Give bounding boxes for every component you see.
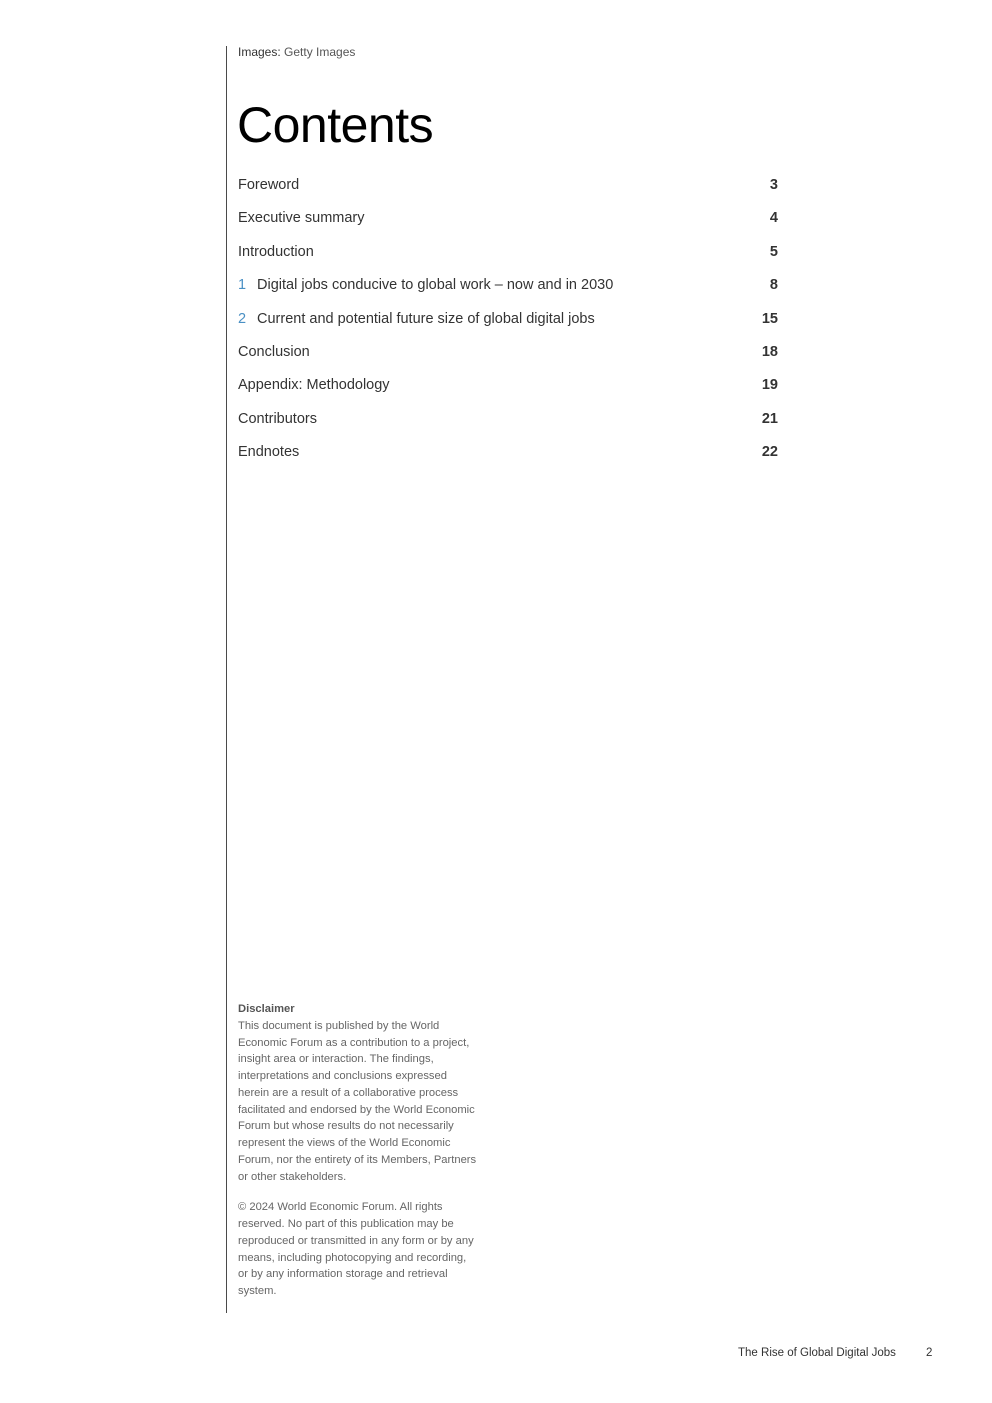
- disclaimer: [238, 1001, 478, 1300]
- toc-item-chapter-1[interactable]: [238, 277, 778, 310]
- toc-item-label: Foreword: [238, 177, 300, 193]
- toc-item-introduction[interactable]: [238, 244, 778, 277]
- image-credit: [238, 45, 355, 59]
- toc-item-foreword[interactable]: [238, 177, 778, 210]
- toc-item-label: Executive summary: [238, 210, 365, 227]
- toc-item-number: 2: [238, 310, 247, 327]
- toc-item-page: 5: [769, 243, 778, 260]
- image-credit-value: Getty Images: [284, 45, 356, 59]
- page-title: Contents: [237, 97, 434, 153]
- toc-item-label: Endnotes: [238, 444, 300, 461]
- footer-page-number: 2: [926, 1347, 933, 1359]
- toc-item-label: Current and potential future size of global digital jobs: [257, 310, 595, 327]
- vertical-rule: [226, 46, 227, 1313]
- toc-item-executive-summary[interactable]: [238, 210, 778, 243]
- toc-item-page: 21: [761, 410, 778, 427]
- toc-item-chapter-2[interactable]: [238, 311, 778, 344]
- toc-item-page: 4: [769, 210, 778, 227]
- toc-item-page: 19: [761, 377, 778, 394]
- toc-item-label: Introduction: [238, 243, 314, 260]
- toc-item-page: 15: [761, 310, 778, 327]
- footer-document-title: The Rise of Global Digital Jobs: [738, 1347, 896, 1359]
- table-of-contents: [238, 177, 778, 478]
- copyright-notice: © 2024 World Economic Forum. All rights reserved. No part of this publication may be reproduced or transmitted in any form or by any means, including photocopying and recording, or by any information storage and retrieval system.: [238, 1201, 474, 1297]
- toc-item-page: 8: [769, 277, 778, 294]
- toc-item-page: 18: [761, 343, 778, 360]
- toc-item-label: Conclusion: [238, 343, 310, 360]
- image-credit-label: Images:: [238, 45, 281, 59]
- toc-item-endnotes[interactable]: [238, 444, 778, 477]
- toc-item-label: Appendix: Methodology: [238, 377, 390, 394]
- toc-item-contributors[interactable]: [238, 411, 778, 444]
- toc-item-appendix[interactable]: [238, 377, 778, 410]
- toc-item-page: 22: [761, 444, 778, 461]
- toc-item-label: Digital jobs conducive to global work – now and in 2030: [257, 277, 614, 294]
- toc-item-page: 3: [769, 177, 778, 193]
- toc-item-conclusion[interactable]: [238, 344, 778, 377]
- disclaimer-heading: Disclaimer: [238, 1003, 295, 1015]
- toc-item-label: Contributors: [238, 410, 317, 427]
- toc-item-number: 1: [238, 277, 247, 294]
- disclaimer-body: This document is published by the World Economic Forum as a contribution to a project, insight area or interaction. The findings, interpretations and conclusions expressed herein are a result of a collaborative process facilitated and endorsed by the World Economic Forum but whose results do not necessarily represent the views of the World Economic Forum, nor the entirety of its Members, Partners or other stakeholders.: [238, 1019, 477, 1183]
